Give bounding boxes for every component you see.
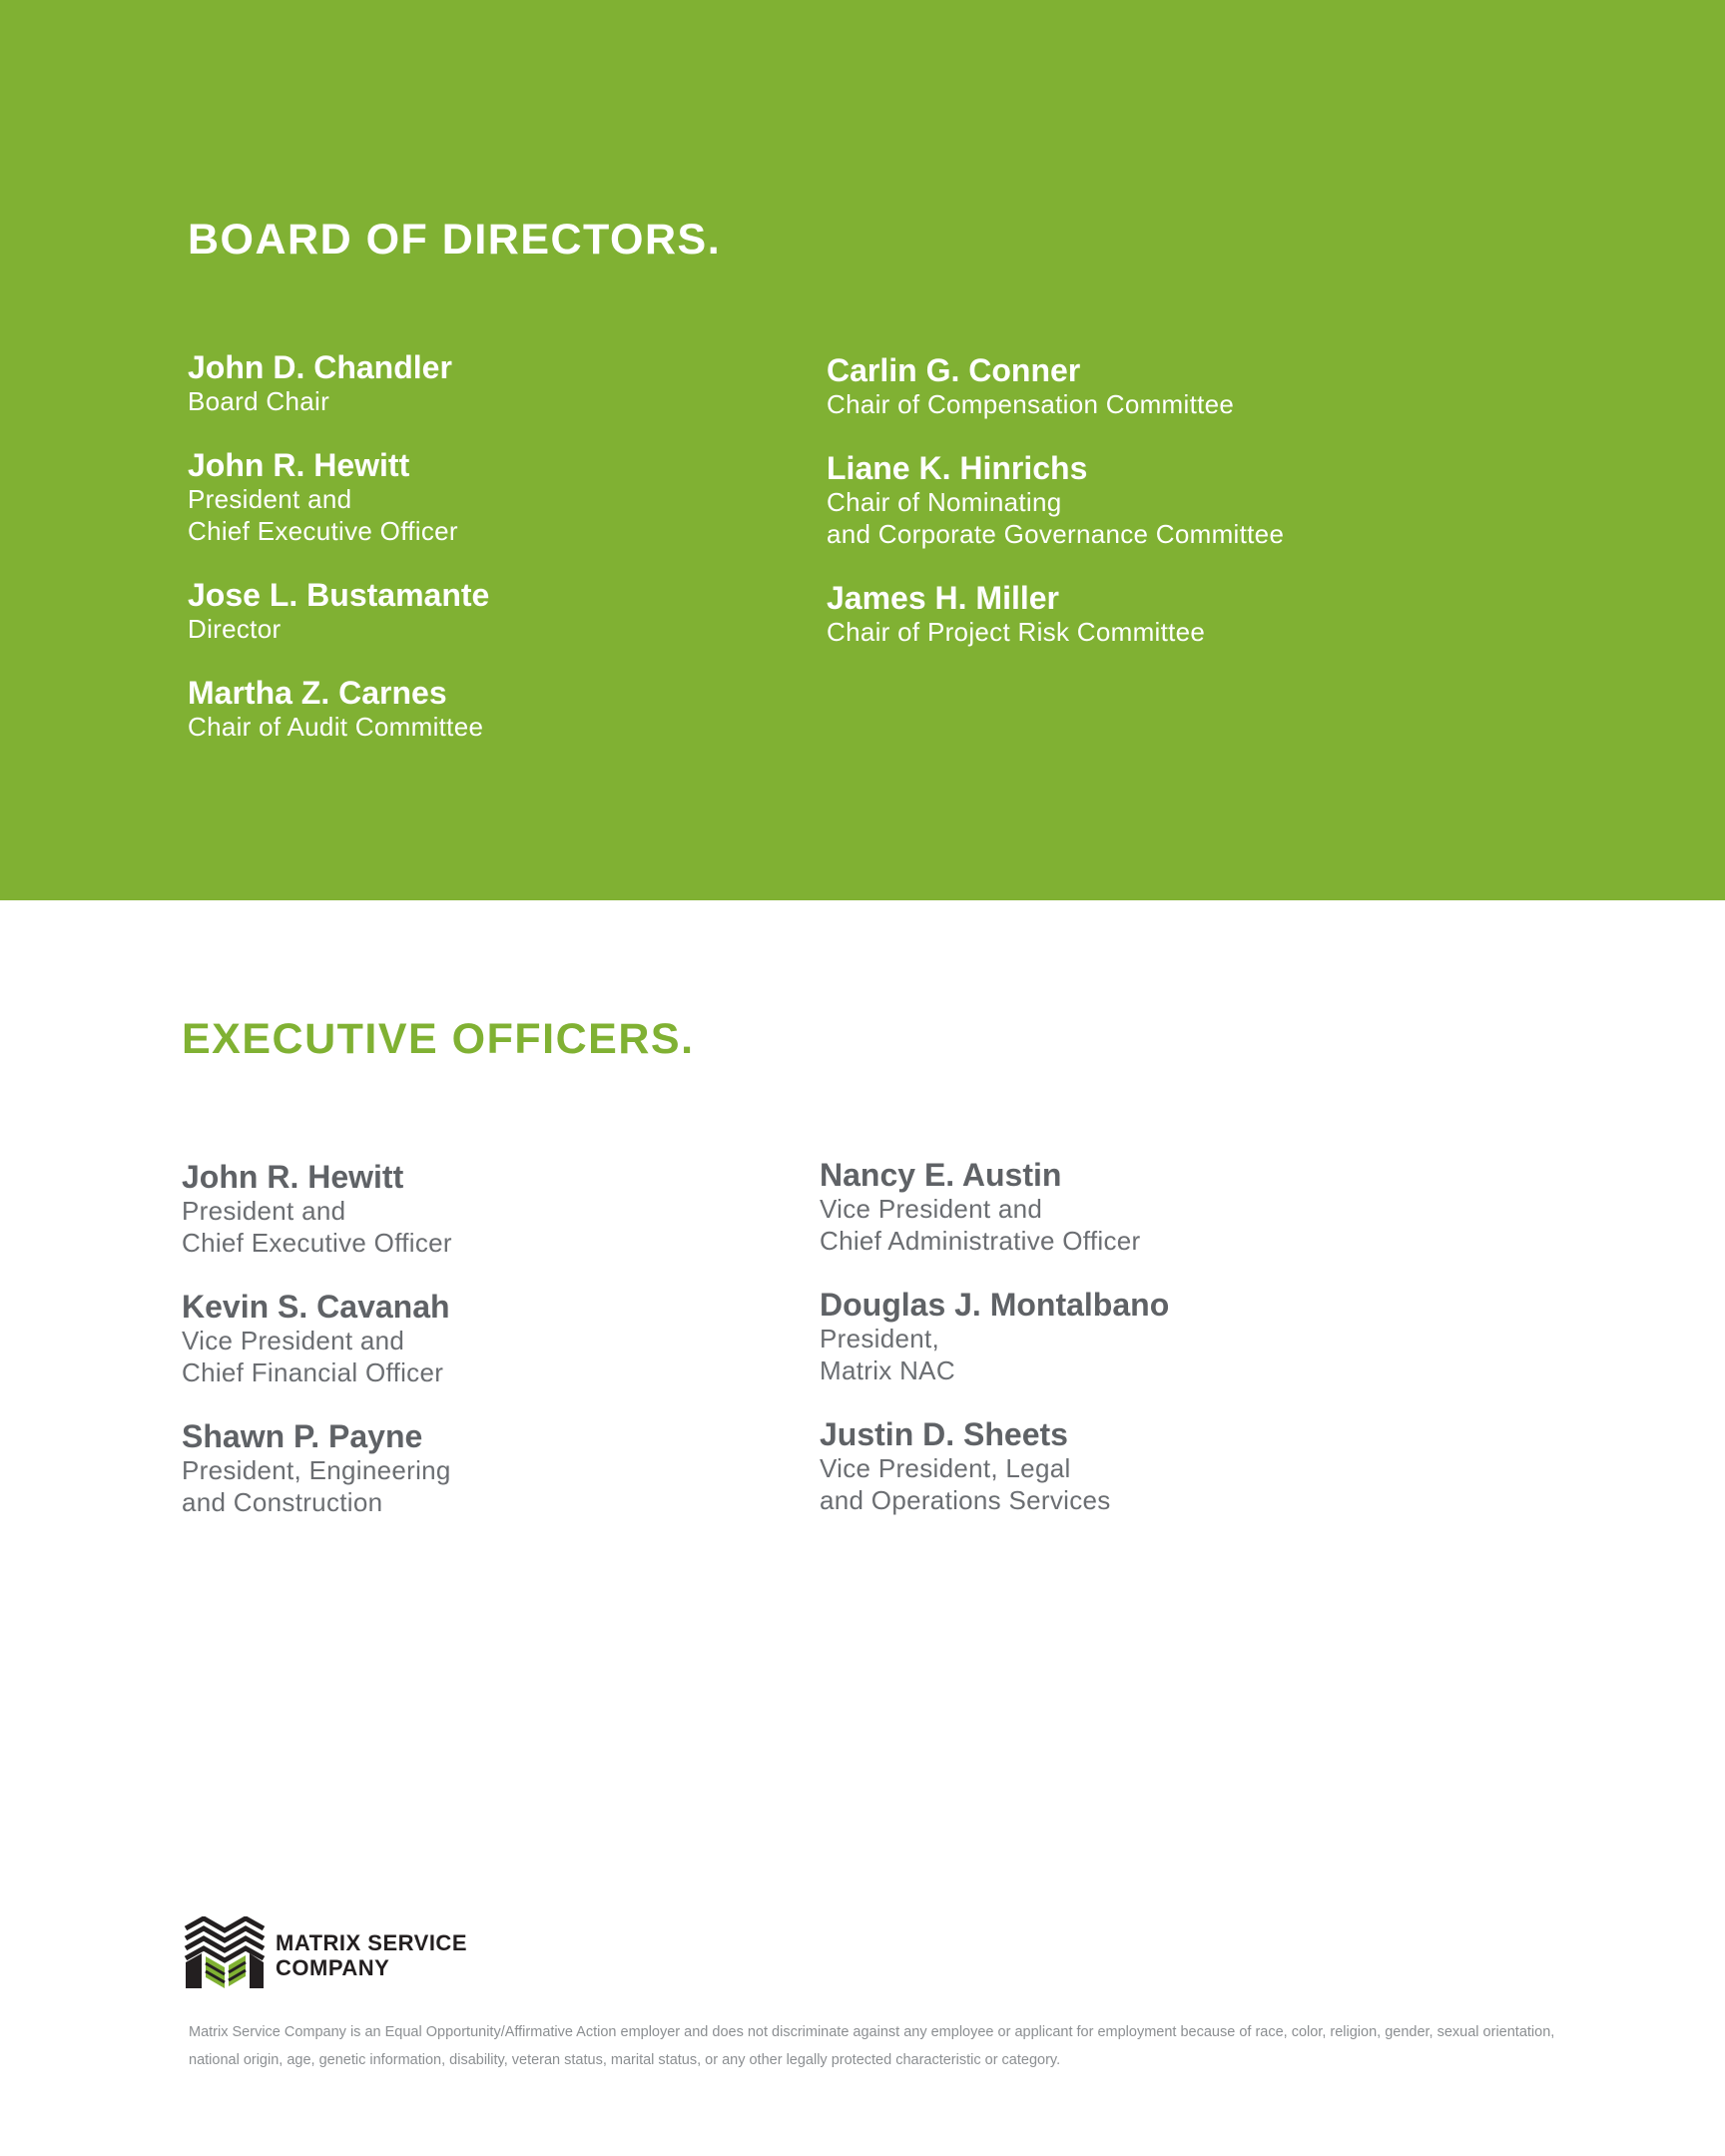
- officer-name: Kevin S. Cavanah: [182, 1289, 450, 1325]
- executive-officer: [820, 1416, 1518, 1516]
- logo-line-2: COMPANY: [276, 1955, 390, 1980]
- officer-role: Chief Administrative Officer: [820, 1226, 1141, 1256]
- board-member: [188, 447, 886, 547]
- officer-role: and Operations Services: [820, 1485, 1111, 1515]
- member-role: and Corporate Governance Committee: [827, 519, 1285, 549]
- executive-officer: [182, 1418, 880, 1518]
- executives-left-column: [182, 1159, 880, 1548]
- board-member: [188, 577, 886, 645]
- board-member: [827, 352, 1525, 420]
- member-role: Chair of Compensation Committee: [827, 389, 1235, 419]
- board-of-directors-heading: BOARD OF DIRECTORS.: [188, 216, 722, 264]
- member-name: James H. Miller: [827, 580, 1059, 616]
- board-member: [827, 580, 1525, 648]
- executives-right-column: [820, 1157, 1518, 1546]
- officer-role: Vice President and: [182, 1326, 405, 1355]
- member-role: Chair of Nominating: [827, 487, 1062, 517]
- member-role: President and: [188, 484, 352, 514]
- member-name: John D. Chandler: [188, 349, 452, 385]
- officer-role: Vice President and: [820, 1194, 1043, 1224]
- officer-role: Vice President, Legal: [820, 1453, 1071, 1483]
- officer-role: Matrix NAC: [820, 1355, 955, 1385]
- logo-wordmark: [276, 1930, 467, 1980]
- member-name: Martha Z. Carnes: [188, 675, 447, 711]
- officer-role: President and: [182, 1196, 346, 1226]
- executive-officer: [182, 1159, 880, 1259]
- member-name: Jose L. Bustamante: [188, 577, 490, 613]
- member-role: Chair of Project Risk Committee: [827, 617, 1206, 647]
- officer-role: President,: [820, 1324, 940, 1353]
- logo-line-1: MATRIX SERVICE: [276, 1930, 467, 1955]
- officer-role: Chief Executive Officer: [182, 1228, 452, 1258]
- member-name: Liane K. Hinrichs: [827, 450, 1088, 486]
- company-logo: [184, 1916, 503, 1996]
- executive-officers-heading: EXECUTIVE OFFICERS.: [182, 1015, 695, 1063]
- executive-officer: [820, 1287, 1518, 1386]
- board-member: [827, 450, 1525, 550]
- member-role: Chief Executive Officer: [188, 516, 458, 546]
- officer-role: President, Engineering: [182, 1455, 451, 1485]
- eeo-disclaimer: Matrix Service Company is an Equal Opportunity/Affirmative Action employer and does not discriminate against any employee or applicant for employment because of race, color, religion, gender, sexual orientation, national origin, age, genetic information, disability, veteran status, marital status, or any other legally protected characteristic or category.: [189, 2024, 1555, 2068]
- member-role: Chair of Audit Committee: [188, 712, 484, 742]
- member-role: Board Chair: [188, 386, 330, 416]
- board-member: [188, 675, 886, 743]
- board-right-column: [827, 352, 1525, 678]
- member-name: John R. Hewitt: [188, 447, 410, 483]
- board-left-column: [188, 349, 886, 773]
- member-role: Director: [188, 614, 282, 644]
- officer-name: Douglas J. Montalbano: [820, 1287, 1170, 1323]
- member-name: Carlin G. Conner: [827, 352, 1081, 388]
- officer-name: Justin D. Sheets: [820, 1416, 1068, 1452]
- officer-role: and Construction: [182, 1487, 383, 1517]
- board-member: [188, 349, 886, 417]
- officer-name: Shawn P. Payne: [182, 1418, 423, 1454]
- officer-role: Chief Financial Officer: [182, 1357, 444, 1387]
- officer-name: John R. Hewitt: [182, 1159, 404, 1195]
- officer-name: Nancy E. Austin: [820, 1157, 1062, 1193]
- matrix-m-logo-icon: [184, 1916, 266, 1990]
- executive-officer: [182, 1289, 880, 1388]
- executive-officer: [820, 1157, 1518, 1257]
